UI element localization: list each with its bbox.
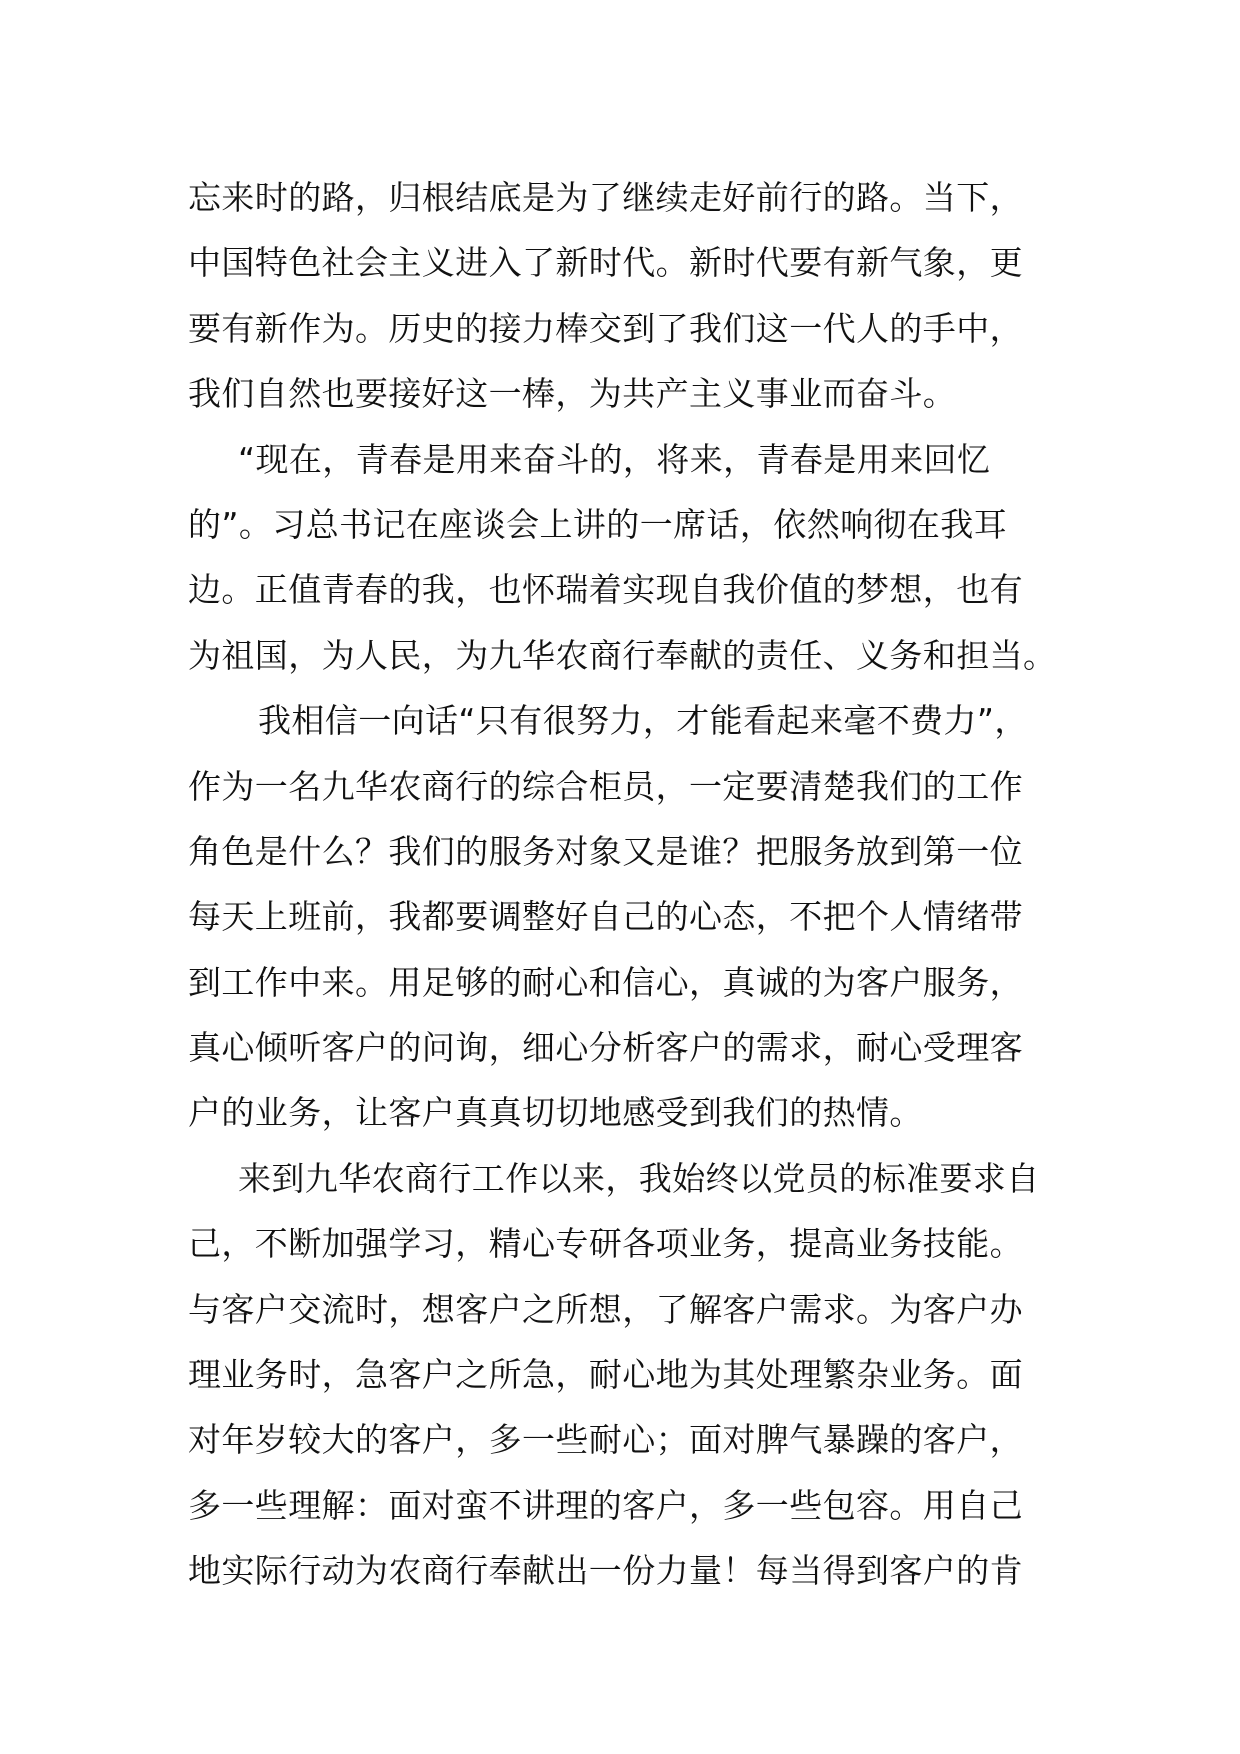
text-line: 为祖国，为人民，为九华农商行奉献的责任、义务和担当。	[188, 635, 1057, 675]
text-line: 我们自然也要接好这一棒，为共产主义事业而奋斗。	[188, 374, 957, 414]
paragraph-start-line: “现在，青春是用来奋斗的，将来，青春是用来回忆	[238, 439, 991, 479]
text-line: 与客户交流时，想客户之所想，了解客户需求。为客户办	[188, 1289, 1023, 1329]
body-text	[188, 165, 1068, 1604]
paragraph-start-line: 我相信一向话“只有很努力，才能看起来毫不费力”，	[258, 701, 1028, 741]
text-line: 真心倾听客户的问询，细心分析客户的需求，耐心受理客	[188, 1028, 1023, 1068]
text-line: 要有新作为。历史的接力棒交到了我们这一代人的手中，	[188, 308, 1023, 348]
text-line: 边。正值青春的我，也怀瑞着实现自我价值的梦想，也有	[188, 570, 1023, 610]
text-line: 作为一名九华农商行的综合柜员，一定要清楚我们的工作	[188, 766, 1023, 806]
text-line: 的”。习总书记在座谈会上讲的一席话，依然响彻在我耳	[188, 504, 1008, 544]
text-line: 多一些理解：面对蛮不讲理的客户，多一些包容。用自己	[188, 1485, 1023, 1525]
text-line: 地实际行动为农商行奉献出一份力量！每当得到客户的肯	[188, 1551, 1023, 1591]
text-line: 对年岁较大的客户，多一些耐心；面对脾气暴躁的客户，	[188, 1420, 1023, 1460]
text-line: 忘来时的路，归根结底是为了继续走好前行的路。当下，	[188, 178, 1023, 217]
text-line: 角色是什么？我们的服务对象又是谁？把服务放到第一位	[188, 831, 1023, 871]
text-line: 户的业务，让客户真真切切地感受到我们的热情。	[188, 1093, 923, 1133]
text-line: 每天上班前，我都要调整好自己的心态，不把个人情绪带	[188, 897, 1023, 937]
text-line: 中国特色社会主义进入了新时代。新时代要有新气象，更	[188, 243, 1023, 283]
paragraph-start-line: 来到九华农商行工作以来，我始终以党员的标准要求自	[238, 1158, 1040, 1198]
text-line: 到工作中来。用足够的耐心和信心，真诚的为客户服务，	[188, 962, 1023, 1002]
text-line: 理业务时，急客户之所急，耐心地为其处理繁杂业务。面	[188, 1355, 1023, 1395]
text-line: 己，不断加强学习，精心专研各项业务，提高业务技能。	[188, 1224, 1023, 1264]
